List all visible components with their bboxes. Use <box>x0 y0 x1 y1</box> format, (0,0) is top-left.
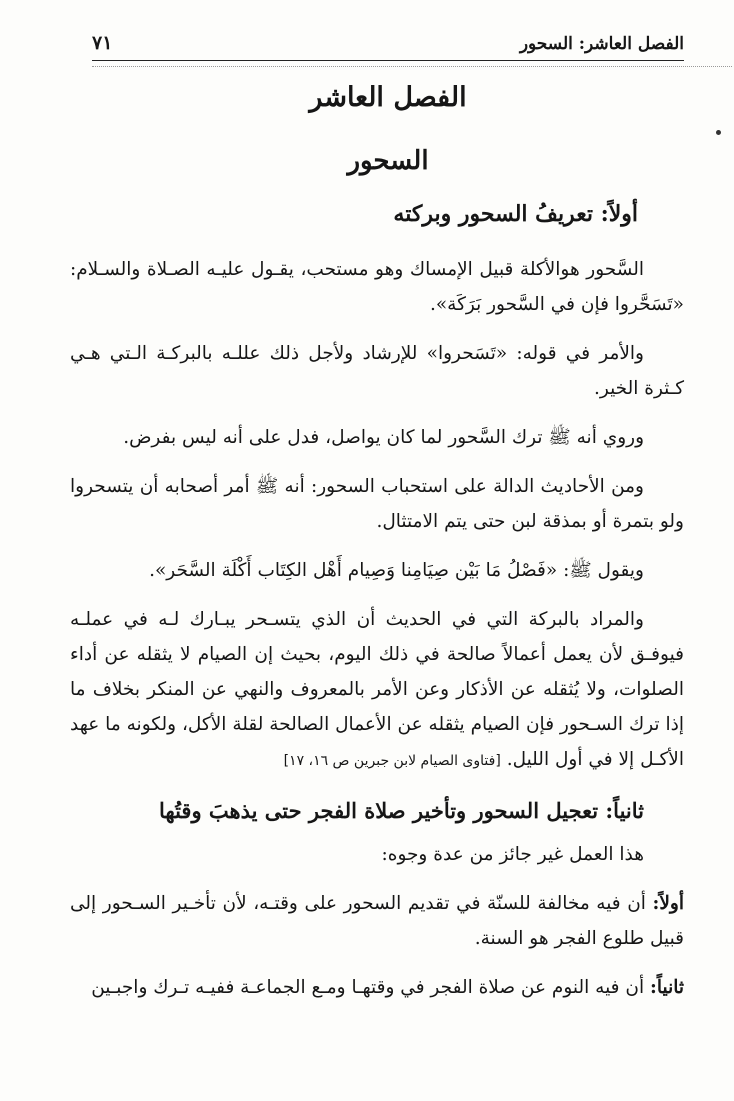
running-header <box>92 30 684 61</box>
first-reason-label: أولاً: <box>652 893 684 914</box>
paragraph-first-reason <box>70 886 684 956</box>
paragraph-command: والأمر في قوله: «تَسَحروا» للإرشاد ولأجل ذلك عللـه بالبركـة الـتي هـي كـثرة الخير. <box>70 343 684 399</box>
paragraph-not-permitted: هذا العمل غير جائز من عدة وجوه: <box>381 844 644 865</box>
page-number: ٧١ <box>92 32 113 54</box>
paragraph-definition: السَّحور هوالأكلة قبيل الإمساك وهو مستحب، يقـول عليـه الصـلاة والسـلام: «تَسَحَّروا فإن في السَّحور بَرَكَة». <box>70 259 684 315</box>
paragraph-hadith-evidence: ومن الأحاديث الدالة على استحباب السحور: أنه ﷺ أمر أصحابه أن يتسحروا ولو بتمرة أو بمذقة لبن حتى يتم الامتثال. <box>70 476 684 532</box>
chapter-title: الفصل العاشر <box>309 82 467 113</box>
citation-reference: [فتاوى الصيام لابن جبرين ص ١٦، ١٧] <box>283 753 501 769</box>
chapter-subtitle: السحور <box>347 146 429 176</box>
header-rule <box>92 66 732 67</box>
paragraph-blessing-text: والمراد بالبركة التي في الحديث أن الذي يتسـحر يبـارك لـه في عملـه فيوفـق لأن يعمل أعمالاً صالحة في ذلك اليوم، بحيث إن الصيام لا يثقله عن أداء الصلوات، ولا يُثقله عن الأذكار وعن الأمر بالمعروف والنهي عن المنكر بخلاف ما إذا ترك السـحور فإن الصيام يثقله عن الأعمال الصالحة لقلة الأكل، ولكونه ما عهد الأكـل إلا في أول الليل. <box>70 609 684 770</box>
page-body <box>70 196 684 1019</box>
paragraph-second-reason <box>70 970 684 1005</box>
header-title: الفصل العاشر: السحور <box>519 34 684 54</box>
paragraph-hadith-difference: ويقول ﷺ: «فَصْلُ مَا بَيْن صِيَامِنا وَصِيام أَهْل الكِتَاب أَكْلَة السَّحَر». <box>149 560 644 581</box>
first-reason-text: أن فيه مخالفة للسنّة في تقديم السحور على وقتـه، لأن تأخـير السـحور إلى قبيل طلوع الفجر هو السنة. <box>70 893 684 949</box>
second-reason-text: أن فيه النوم عن صلاة الفجر في وقتهـا ومـع الجماعـة ففيـه تـرك واجبـين <box>91 977 651 998</box>
second-reason-label: ثانياً: <box>650 977 684 998</box>
margin-dot <box>716 130 721 135</box>
section-heading-definition: أولاً: تعريفُ السحور وبركته <box>393 201 638 227</box>
section-heading-hastening: ثانياً: تعجيل السحور وتأخير صلاة الفجر حتى يذهبَ وقتُها <box>159 798 644 823</box>
paragraph-narration: وروي أنه ﷺ ترك السَّحور لما كان يواصل، فدل على أنه ليس بفرض. <box>123 427 644 448</box>
paragraph-blessing <box>70 602 684 779</box>
